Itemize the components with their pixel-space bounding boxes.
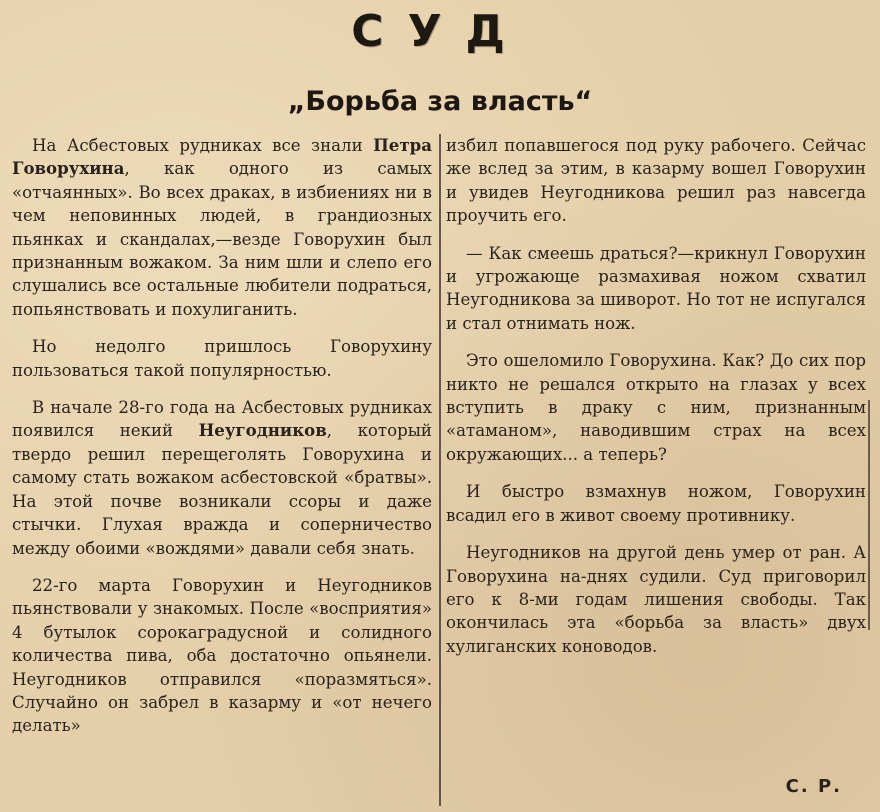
paragraph — [12, 134, 432, 321]
author-signature: С. Р. — [785, 776, 842, 797]
text-run: , как одного из самых «отчаянных». Во всех драках, в избиениях ни в чем неповинных людей, в грандиозных пьянках и скандалах,—везде Говорухин был признанным вожаком. За ним шли и слепо его слушались все остальные любители подраться, попьянствовать и похулиганить. — [12, 159, 432, 319]
section-heading: СУД — [351, 6, 529, 57]
person-name: Неугодников — [198, 420, 327, 441]
text-run: На Асбестовых рудниках все знали — [32, 136, 374, 155]
paragraph: избил попавшегося под руку рабочего. Сейчас же вслед за этим, в казарму вошел Говорухин и увидев Неугодникова решил раз навсегда проучить его. — [446, 136, 866, 226]
edge-rule — [868, 400, 870, 630]
text-run: , который твердо решил перещеголять Говорухина и самому стать вожаком асбестовской «братвы». На этой почве возникали ссоры и даже стычки. Глухая вражда и соперничество между обоими «вождями» давали себя знать. — [12, 421, 432, 558]
paragraph: 22-го марта Говорухин и Неугодников пьянствовали у знакомых. После «восприятия» 4 бутылок сорокаградусной и солидного количества пива, оба достаточно опьянели. Неугодников отправился «поразмяться». Случайно он забрел в казарму и «от нечего делать» — [12, 575, 432, 736]
person-name: Петра Говорухина — [12, 135, 432, 179]
paragraph: И быстро взмахнув ножом, Говорухин всадил его в живот своему противнику. — [446, 482, 866, 525]
article-column-right — [446, 134, 866, 672]
paragraph: Но недолго пришлось Говорухину пользоваться такой популярностью. — [12, 337, 432, 380]
paragraph: — Как смеешь драться?—крикнул Говорухин и угрожающе размахивая ножом схватил Неугодникова за шиворот. Но тот не испугался и стал отнимать нож. — [446, 243, 866, 333]
text-run: В начале 28-го года на Асбестовых рудниках появился некий — [12, 398, 432, 441]
article-title: „Борьба за власть“ — [287, 86, 593, 117]
paragraph: Неугодников на другой день умер от ран. А Говорухина на-днях судили. Суд приговорил его к 8-ми годам лишения свободы. Так окончилась эта «борьба за власть» двух хулиганских коноводов. — [446, 543, 866, 656]
paragraph — [12, 396, 432, 560]
column-divider — [439, 134, 441, 806]
article-column-left — [12, 134, 432, 752]
paragraph: Это ошеломило Говорухина. Как? До сих пор никто не решался открыто на глазах у всех вступить в драку с ним, признанным «атаманом», наводившим страх на всех окружающих... а теперь? — [446, 351, 866, 464]
